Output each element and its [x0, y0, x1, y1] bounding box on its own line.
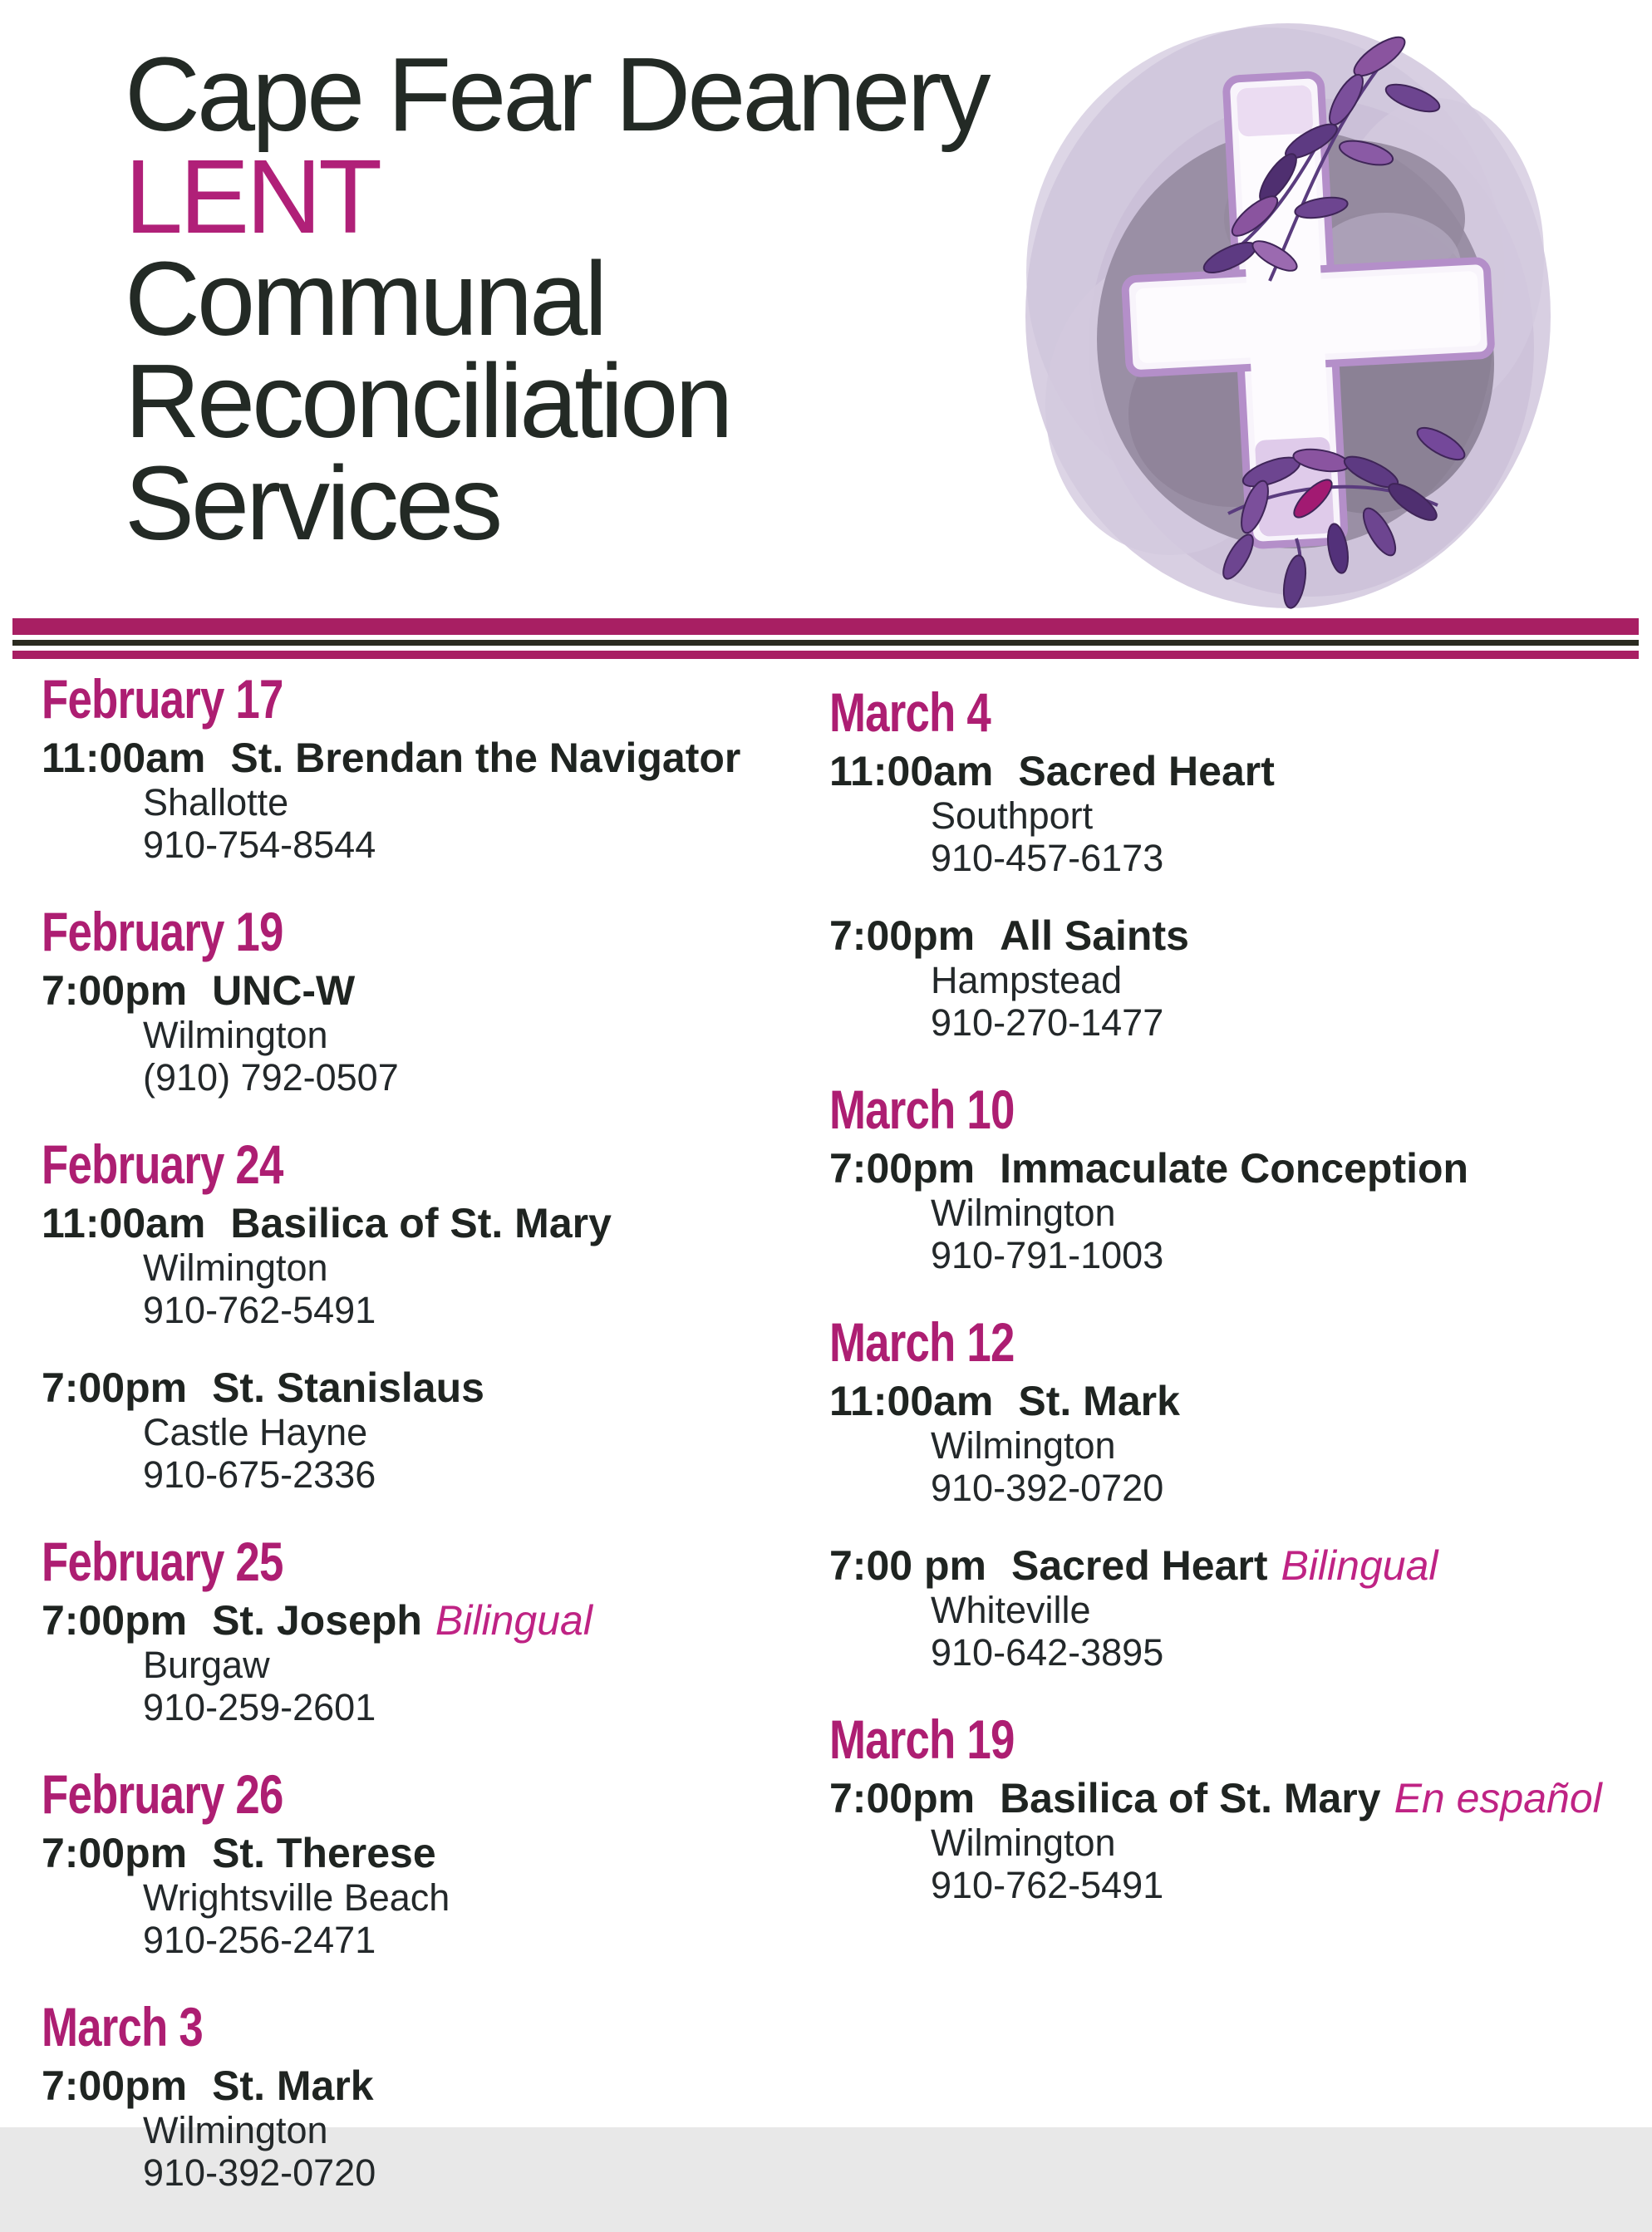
event-time: 11:00am	[829, 1378, 994, 1424]
event-city: Wilmington	[143, 1246, 328, 1289]
date-block-february-19	[42, 901, 823, 1099]
date-block-march-4	[829, 681, 1610, 1044]
event-name: St. Mark	[212, 2062, 374, 2109]
title-line-4: Services	[125, 445, 500, 562]
event-headline	[829, 912, 1610, 959]
event-city: Wilmington	[931, 1192, 1116, 1234]
event-language-tag: Bilingual	[435, 1597, 592, 1644]
event-phone: 910-392-0720	[143, 2151, 376, 2194]
divider-bar-top	[12, 618, 1639, 635]
event-time: 7:00pm	[42, 1597, 188, 1644]
date-block-march-12	[829, 1311, 1610, 1674]
date-block-february-26	[42, 1763, 823, 1961]
schedule-column-left	[42, 668, 823, 2232]
event-basilica-of-st-mary	[42, 1200, 823, 1331]
event-language-tag: Bilingual	[1281, 1542, 1438, 1589]
event-headline	[42, 967, 823, 1014]
event-name: Sacred Heart	[1010, 1542, 1268, 1589]
event-st-therese	[42, 1830, 823, 1961]
event-city: Wilmington	[143, 1014, 328, 1056]
event-headline	[829, 1378, 1610, 1424]
event-all-saints	[829, 912, 1610, 1044]
event-basilica-of-st-mary	[829, 1775, 1610, 1906]
event-phone: 910-791-1003	[931, 1234, 1164, 1276]
event-st-mark	[42, 2062, 823, 2194]
date-block-february-24	[42, 1133, 823, 1496]
event-time: 7:00 pm	[829, 1542, 986, 1589]
event-phone: 910-754-8544	[143, 823, 376, 866]
event-headline	[42, 1597, 823, 1644]
event-phone: (910) 792-0507	[143, 1056, 399, 1099]
event-time: 7:00pm	[42, 1364, 188, 1411]
event-st-joseph	[42, 1597, 823, 1728]
date-label: March 12	[829, 1311, 1015, 1373]
event-city: Wrightsville Beach	[143, 1876, 450, 1919]
title-line-2: Communal	[125, 240, 605, 357]
date-label: February 19	[42, 901, 283, 962]
divider-rule	[12, 618, 1639, 659]
event-time: 11:00am	[42, 735, 206, 781]
event-phone: 910-270-1477	[931, 1001, 1164, 1044]
event-city: Burgaw	[143, 1644, 270, 1686]
date-block-february-17	[42, 668, 823, 866]
event-immaculate-conception	[829, 1145, 1610, 1276]
date-label: March 3	[42, 1996, 203, 2057]
event-time: 7:00pm	[829, 1775, 976, 1821]
event-st-stanislaus	[42, 1364, 823, 1496]
event-city: Hampstead	[931, 959, 1123, 1001]
event-name: All Saints	[1000, 912, 1189, 959]
event-city: Castle Hayne	[143, 1411, 368, 1453]
date-label: March 4	[829, 681, 991, 743]
title-line-1: Cape Fear Deanery	[125, 36, 988, 153]
date-label: February 17	[42, 668, 283, 730]
date-block-march-19	[829, 1708, 1610, 1906]
event-sacred-heart	[829, 1542, 1610, 1674]
event-headline	[829, 1775, 1610, 1821]
date-block-february-25	[42, 1531, 823, 1728]
event-headline	[42, 1364, 823, 1411]
date-label: March 19	[829, 1708, 1015, 1770]
event-time: 7:00pm	[829, 1145, 976, 1192]
event-time: 11:00am	[42, 1200, 206, 1246]
event-phone: 910-392-0720	[931, 1467, 1164, 1509]
event-time: 7:00pm	[42, 967, 188, 1014]
event-phone: 910-642-3895	[931, 1631, 1164, 1674]
title-line-3: Reconciliation	[125, 342, 730, 460]
schedule-column-right	[829, 681, 1610, 1944]
lent-cross-illustration	[1020, 7, 1559, 618]
event-phone: 910-259-2601	[143, 1686, 376, 1728]
event-name: St. Therese	[212, 1830, 436, 1876]
date-label: February 24	[42, 1133, 283, 1195]
event-phone: 910-675-2336	[143, 1453, 376, 1496]
event-name: Basilica of St. Mary	[230, 1200, 612, 1246]
date-label: February 26	[42, 1763, 283, 1825]
event-phone: 910-256-2471	[143, 1919, 376, 1961]
event-name: St. Stanislaus	[212, 1364, 484, 1411]
event-headline	[42, 1200, 823, 1246]
date-block-march-3	[42, 1996, 823, 2194]
event-city: Whiteville	[931, 1589, 1091, 1631]
event-name: Basilica of St. Mary	[1000, 1775, 1381, 1821]
event-language-tag: En español	[1394, 1775, 1602, 1821]
event-phone: 910-762-5491	[931, 1864, 1164, 1906]
event-city: Shallotte	[143, 781, 289, 823]
event-city: Wilmington	[931, 1424, 1116, 1467]
event-phone: 910-762-5491	[143, 1289, 376, 1331]
event-name: St. Brendan the Navigator	[230, 735, 741, 781]
date-label: March 10	[829, 1079, 1015, 1140]
event-headline	[829, 1145, 1610, 1192]
event-headline	[42, 1830, 823, 1876]
event-phone: 910-457-6173	[931, 837, 1164, 879]
event-name: St. Joseph	[212, 1597, 422, 1644]
event-time: 11:00am	[829, 748, 994, 794]
event-headline	[42, 735, 823, 781]
event-unc-w	[42, 967, 823, 1099]
event-time: 7:00pm	[829, 912, 976, 959]
event-name: St. Mark	[1018, 1378, 1180, 1424]
divider-bar-bottom	[12, 651, 1639, 659]
divider-bar-middle	[12, 640, 1639, 646]
event-name: Immaculate Conception	[1000, 1145, 1469, 1192]
event-st-mark	[829, 1378, 1610, 1509]
event-city: Wilmington	[931, 1821, 1116, 1864]
event-time: 7:00pm	[42, 2062, 188, 2109]
event-headline	[829, 1542, 1610, 1589]
event-name: Sacred Heart	[1018, 748, 1275, 794]
event-name: UNC-W	[212, 967, 356, 1014]
event-sacred-heart	[829, 748, 1610, 879]
title-line-lent: LENT	[125, 138, 380, 255]
flyer-title	[125, 36, 988, 562]
date-block-march-10	[829, 1079, 1610, 1276]
event-headline	[42, 2062, 823, 2109]
event-city: Wilmington	[143, 2109, 328, 2151]
event-city: Southport	[931, 794, 1094, 837]
event-st-brendan-the-navigator	[42, 735, 823, 866]
event-time: 7:00pm	[42, 1830, 188, 1876]
event-headline	[829, 748, 1610, 794]
date-label: February 25	[42, 1531, 283, 1592]
